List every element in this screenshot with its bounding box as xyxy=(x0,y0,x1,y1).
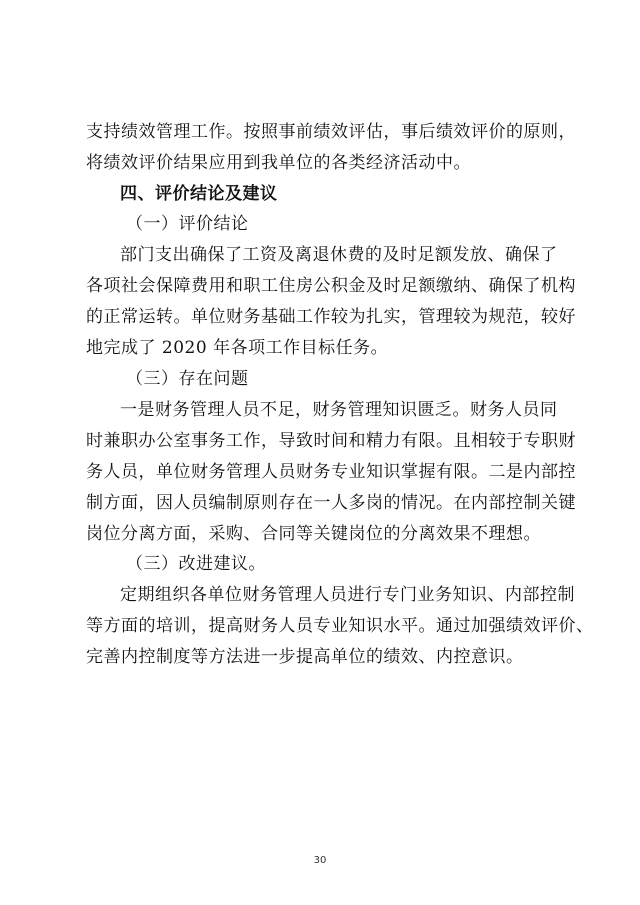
paragraph-line: 定期组织各单位财务管理人员进行专门业务知识、内部控制 xyxy=(120,585,575,605)
paragraph-line: 地完成了 2020 年各项工作目标任务。 xyxy=(86,338,389,358)
page-number: 30 xyxy=(313,855,327,866)
paragraph-line: 支持绩效管理工作。按照事前绩效评估，事后绩效评价的原则， xyxy=(86,122,576,142)
subsection-title-conclusion: （一）评价结论 xyxy=(126,214,249,234)
subsection-title-problems: （三）存在问题 xyxy=(126,369,249,389)
paragraph-line: 岗位分离方面，采购、合同等关键岗位的分离效果不理想。 xyxy=(86,524,541,544)
paragraph-line: 等方面的培训，提高财务人员专业知识水平。通过加强绩效评价、 xyxy=(86,616,594,636)
paragraph-line: 务人员，单位财务管理人员财务专业知识掌握有限。二是内部控 xyxy=(86,462,576,482)
paragraph-line: 各项社会保障费用和职工住房公积金及时足额缴纳、确保了机构 xyxy=(86,276,576,296)
paragraph-line: 一是财务管理人员不足，财务管理知识匮乏。财务人员同 xyxy=(120,400,558,420)
paragraph-line: 部门支出确保了工资及离退休费的及时足额发放、确保了 xyxy=(120,245,558,265)
section-heading: 四、评价结论及建议 xyxy=(120,184,278,204)
paragraph-line: 时兼职办公室事务工作，导致时间和精力有限。且相较于专职财 xyxy=(86,431,576,451)
paragraph-line: 将绩效评价结果应用到我单位的各类经济活动中。 xyxy=(86,153,471,173)
subsection-title-suggestions: （三）改进建议。 xyxy=(126,554,266,574)
paragraph-line: 的正常运转。单位财务基础工作较为扎实，管理较为规范，较好 xyxy=(86,307,576,327)
paragraph-line: 制方面，因人员编制原则存在一人多岗的情况。在内部控制关键 xyxy=(86,493,576,513)
paragraph-line: 完善内控制度等方法进一步提高单位的绩效、内控意识。 xyxy=(86,647,524,667)
